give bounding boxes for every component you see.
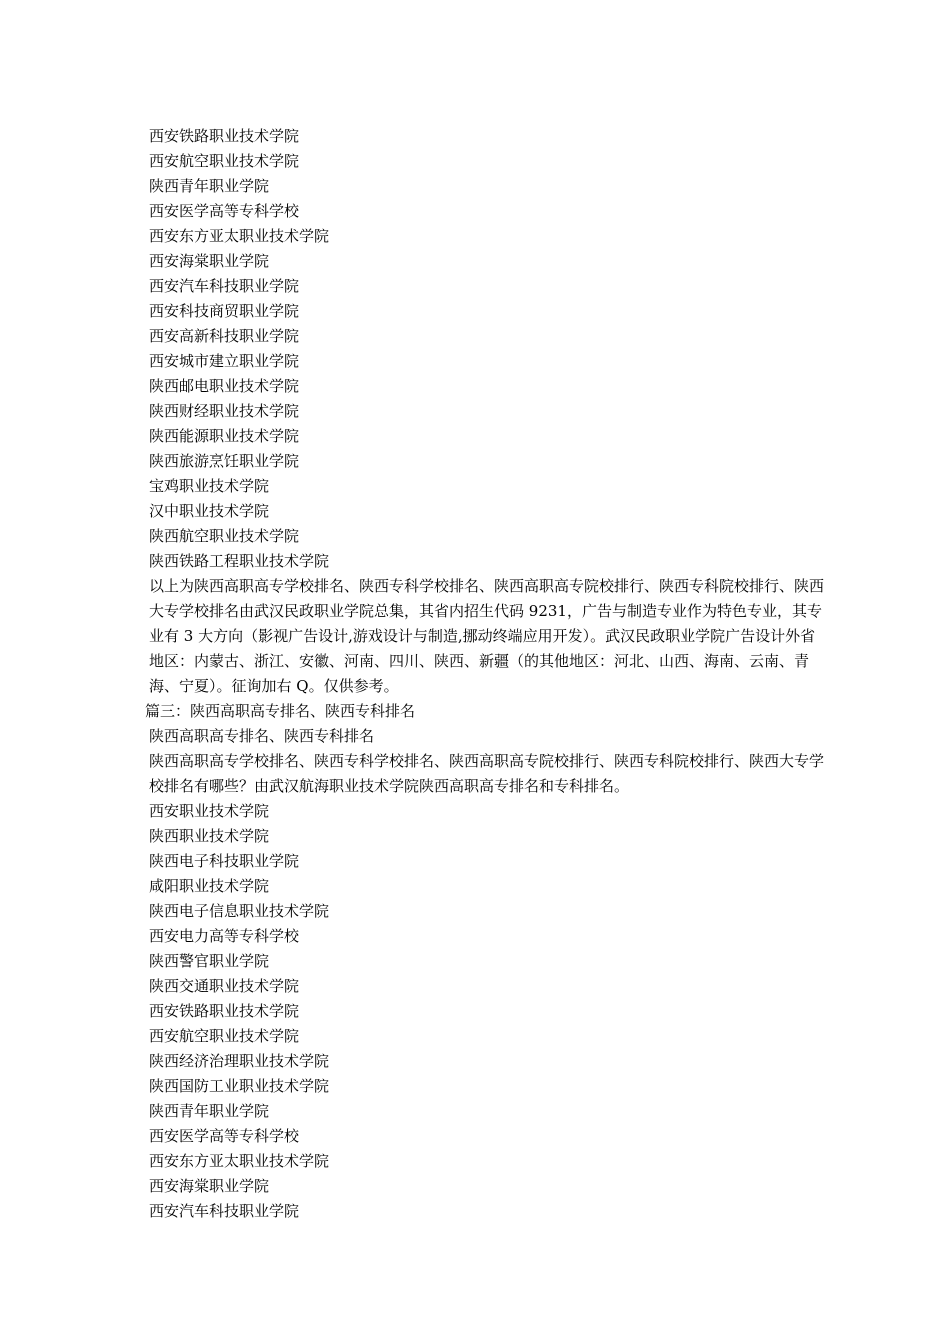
list-item: 西安汽车科技职业学院 [149,277,300,295]
list-item: 汉中职业技术学院 [149,502,270,520]
list-item: 西安医学高等专科学校 [149,202,300,220]
list-item: 西安汽车科技职业学院 [149,1202,300,1220]
list-item: 西安东方亚太职业技术学院 [149,227,330,245]
list-item: 宝鸡职业技术学院 [149,477,270,495]
list-item: 西安铁路职业技术学院 [149,127,300,145]
list-item: 陕西航空职业技术学院 [149,527,300,545]
list-item: 陕西青年职业学院 [149,1102,270,1120]
list-item: 咸阳职业技术学院 [149,877,270,895]
section-heading: 篇三：陕西高职高专排名、陕西专科排名 [145,702,416,720]
list-item: 陕西电子信息职业技术学院 [149,902,330,920]
list-item: 陕西交通职业技术学院 [149,977,300,995]
list-item: 西安海棠职业学院 [149,252,270,270]
list-item: 陕西经济治理职业技术学院 [149,1052,330,1070]
list-item: 西安航空职业技术学院 [149,1027,300,1045]
list-item: 陕西警官职业学院 [149,952,270,970]
list-item: 陕西青年职业学院 [149,177,270,195]
college-list-top [145,124,825,574]
college-list-bottom [145,799,825,1224]
section-subtitle: 陕西高职高专排名、陕西专科排名 [149,727,375,745]
section-intro: 陕西高职高专学校排名、陕西专科学校排名、陕西高职高专院校排行、陕西专科院校排行、陕西大专学校排名有哪些？由武汉航海职业技术学院陕西高职高专排名和专科排名。 [149,752,825,795]
list-item: 陕西电子科技职业学院 [149,852,300,870]
list-item: 西安东方亚太职业技术学院 [149,1152,330,1170]
list-item: 西安职业技术学院 [149,802,270,820]
list-item: 西安电力高等专科学校 [149,927,300,945]
list-item: 西安航空职业技术学院 [149,152,300,170]
summary-paragraph: 以上为陕西高职高专学校排名、陕西专科学校排名、陕西高职高专院校排行、陕西专科院校排行、陕西大专学校排名由武汉民政职业学院总集，其省内招生代码 9231，广告与制造专业作为特色专业，其专业有 3 大方向（影视广告设计,游戏设计与制造,挪动终端应用开发）。武汉民政职业学院广告设计外省地区：内蒙古、浙江、安徽、河南、四川、陕西、新疆（的其他地区：河北、山西、海南、云南、青海、宁夏）。征询加右 Q。仅供参考。 [149,577,825,695]
list-item: 西安铁路职业技术学院 [149,1002,300,1020]
list-item: 陕西铁路工程职业技术学院 [149,552,330,570]
list-item: 西安海棠职业学院 [149,1177,270,1195]
list-item: 西安医学高等专科学校 [149,1127,300,1145]
list-item: 陕西国防工业职业技术学院 [149,1077,330,1095]
list-item: 西安科技商贸职业学院 [149,302,300,320]
list-item: 陕西能源职业技术学院 [149,427,300,445]
list-item: 陕西旅游烹饪职业学院 [149,452,300,470]
list-item: 陕西职业技术学院 [149,827,270,845]
list-item: 陕西邮电职业技术学院 [149,377,300,395]
list-item: 陕西财经职业技术学院 [149,402,300,420]
list-item: 西安高新科技职业学院 [149,327,300,345]
list-item: 西安城市建立职业学院 [149,352,300,370]
document-page [145,124,825,1224]
